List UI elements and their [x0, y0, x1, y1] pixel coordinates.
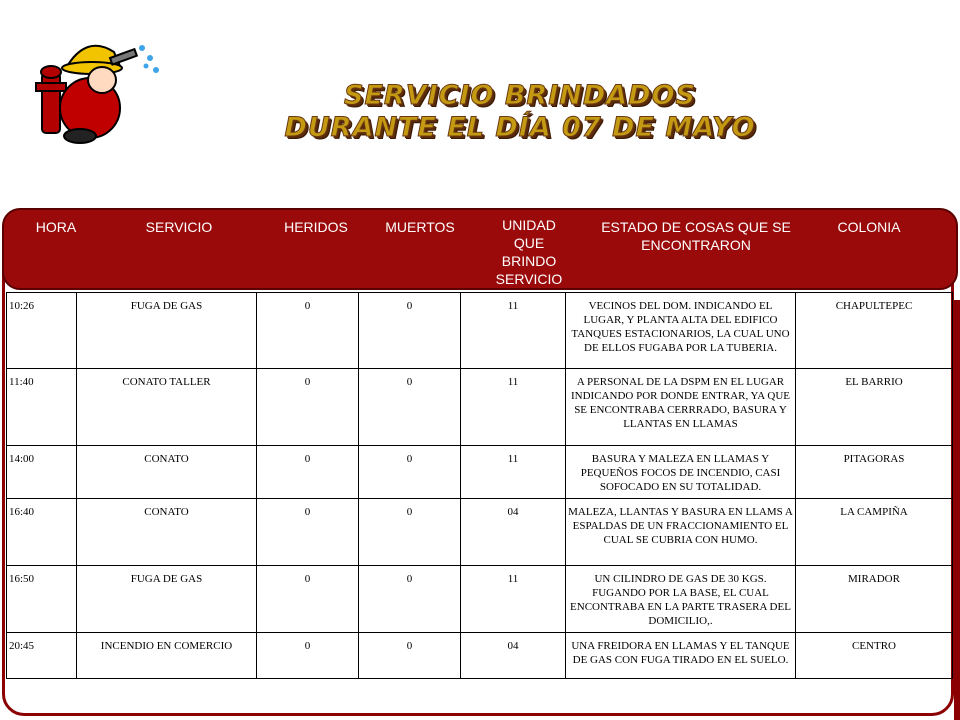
table-row	[7, 369, 953, 446]
header-unidad-line-2: QUE	[513, 235, 545, 251]
header-estado-line-1: ESTADO DE COSAS QUE SE	[601, 219, 791, 235]
cell-unidad: 11	[461, 293, 566, 369]
header-unidad-line-3: BRINDO	[501, 253, 557, 269]
header-colonia: COLONIA	[837, 219, 901, 235]
table-row	[7, 566, 953, 633]
cell-estado: BASURA Y MALEZA EN LLAMAS Y PEQUEÑOS FOCOS DE INCENDIO, CASI SOFOCADO EN SU TOTALIDAD.	[566, 446, 796, 499]
cell-muertos: 0	[359, 369, 461, 446]
cell-unidad: 04	[461, 633, 566, 679]
header-servicio: SERVICIO	[145, 219, 213, 235]
cell-heridos: 0	[257, 369, 359, 446]
cell-servicio: CONATO	[77, 446, 257, 499]
cell-hora: 14:00	[7, 446, 77, 499]
firefighter-mascot-icon	[28, 28, 168, 148]
cell-hora: 20:45	[7, 633, 77, 679]
cell-heridos: 0	[257, 499, 359, 566]
cell-unidad: 11	[461, 369, 566, 446]
cell-servicio: CONATO TALLER	[77, 369, 257, 446]
header-hora: HORA	[35, 219, 77, 235]
cell-estado: UN CILINDRO DE GAS DE 30 KGS. FUGANDO POR LA BASE, EL CUAL ENCONTRABA EN LA PARTE TRASERA DEL DOMICILIO,.	[566, 566, 796, 633]
cell-heridos: 0	[257, 566, 359, 633]
cell-hora: 10:26	[7, 293, 77, 369]
header-estado	[578, 218, 814, 254]
header-unidad-line-1: UNIDAD	[502, 217, 556, 233]
cell-heridos: 0	[257, 446, 359, 499]
cell-heridos: 0	[257, 633, 359, 679]
cell-muertos: 0	[359, 566, 461, 633]
table-row	[7, 633, 953, 679]
cell-unidad: 04	[461, 499, 566, 566]
cell-servicio: FUGA DE GAS	[77, 293, 257, 369]
cell-heridos: 0	[257, 293, 359, 369]
cell-hora: 16:40	[7, 499, 77, 566]
cell-colonia: PITAGORAS	[796, 446, 953, 499]
cell-hora: 16:50	[7, 566, 77, 633]
cell-estado: VECINOS DEL DOM. INDICANDO EL LUGAR, Y PLANTA ALTA DEL EDIFICO TANQUES ESTACIONARIOS, LA CUAL UNO DE ELLOS FUGABA POR LA TUBERIA.	[566, 293, 796, 369]
header-unidad	[474, 216, 584, 288]
cell-colonia: MIRADOR	[796, 566, 953, 633]
frame-edge	[954, 300, 960, 720]
cell-estado: A PERSONAL DE LA DSPM EN EL LUGAR INDICANDO POR DONDE ENTRAR, YA QUE SE ENCONTRABA CERRRADO, BASURA Y LLANTAS EN LLAMAS	[566, 369, 796, 446]
cell-servicio: CONATO	[77, 499, 257, 566]
cell-unidad: 11	[461, 566, 566, 633]
cell-unidad: 11	[461, 446, 566, 499]
services-table	[6, 292, 953, 679]
cell-colonia: EL BARRIO	[796, 369, 953, 446]
cell-muertos: 0	[359, 446, 461, 499]
cell-muertos: 0	[359, 293, 461, 369]
cell-colonia: CHAPULTEPEC	[796, 293, 953, 369]
header-muertos: MUERTOS	[385, 219, 455, 235]
table-row	[7, 499, 953, 566]
table-header	[2, 208, 958, 290]
cell-muertos: 0	[359, 633, 461, 679]
table-row	[7, 446, 953, 499]
cell-colonia: CENTRO	[796, 633, 953, 679]
title-line-1: SERVICIO BRINDADOS	[344, 80, 696, 111]
cell-hora: 11:40	[7, 369, 77, 446]
cell-servicio: INCENDIO EN COMERCIO	[77, 633, 257, 679]
header-heridos: HERIDOS	[284, 219, 348, 235]
cell-estado: MALEZA, LLANTAS Y BASURA EN LLAMS A ESPALDAS DE UN FRACCIONAMIENTO EL CUAL SE CUBRIA CON HUMO.	[566, 499, 796, 566]
cell-estado: UNA FREIDORA EN LLAMAS Y EL TANQUE DE GAS CON FUGA TIRADO EN EL SUELO.	[566, 633, 796, 679]
table-row	[7, 293, 953, 369]
header-estado-line-2: ENCONTRARON	[641, 237, 751, 253]
cell-servicio: FUGA DE GAS	[77, 566, 257, 633]
cell-muertos: 0	[359, 499, 461, 566]
title-line-2: DURANTE EL DÍA 07 DE MAYO	[284, 112, 756, 143]
cell-colonia: LA CAMPIÑA	[796, 499, 953, 566]
header-unidad-line-4: SERVICIO	[495, 271, 563, 287]
